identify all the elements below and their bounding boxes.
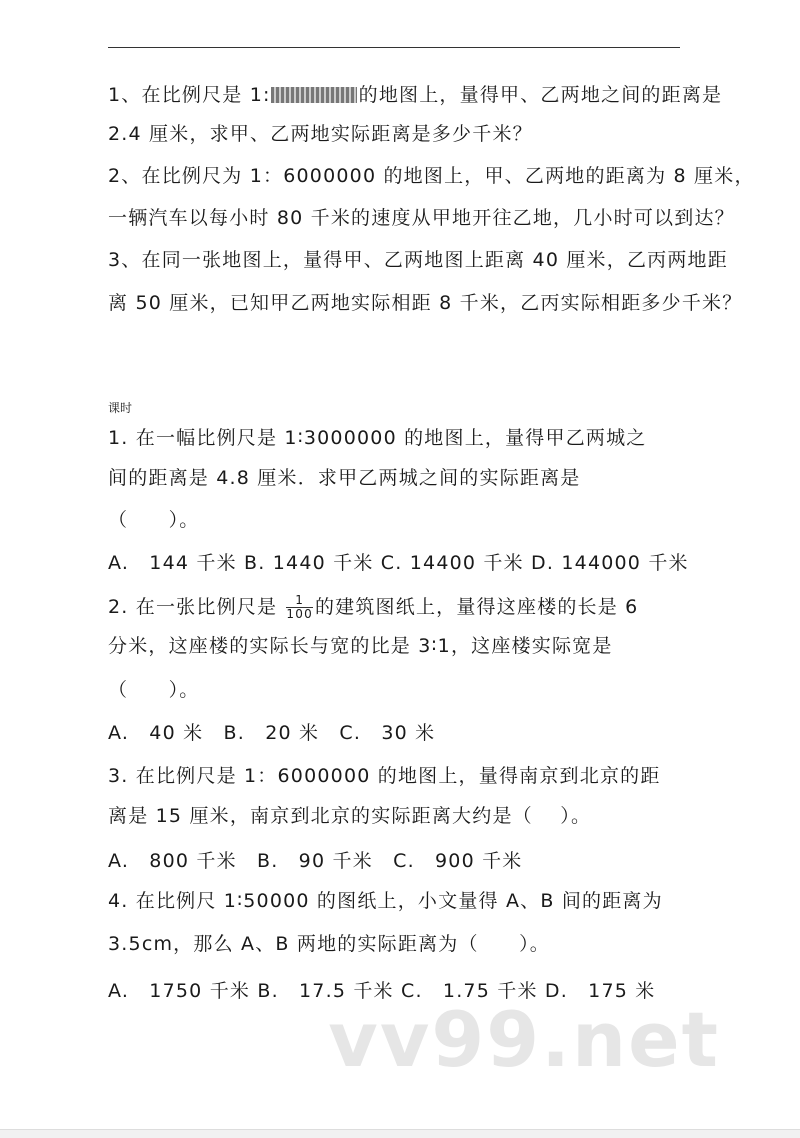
- section-heading: 课时: [108, 401, 133, 415]
- question-1-line-2: 间的距离是 4.8 厘米．求甲乙两城之间的实际距离是: [108, 467, 581, 489]
- question-2-line-2: 分米，这座楼的实际长与宽的比是 3∶1，这座楼实际宽是: [108, 635, 613, 657]
- question-1-options: A. 144 千米 B. 1440 千米 C. 14400 千米 D. 144000 千米: [108, 552, 689, 574]
- text: 2. 在一张比例尺是: [108, 596, 285, 618]
- question-4-options: A. 1750 千米 B. 17.5 千米 C. 1.75 千米 D. 175 米: [108, 980, 656, 1002]
- question-4-line-1: 4. 在比例尺 1∶50000 的图纸上，小文量得 A、B 间的距离为: [108, 890, 663, 912]
- problem-1-line-1: [108, 83, 722, 107]
- denominator: 100: [286, 607, 313, 621]
- question-3-line-1: 3. 在比例尺是 1：6000000 的地图上，量得南京到北京的距: [108, 765, 661, 787]
- question-1-line-1: 1. 在一幅比例尺是 1∶3000000 的地图上，量得甲乙两城之: [108, 427, 647, 449]
- scale-prefix: 1:: [249, 84, 271, 106]
- question-2-options: A. 40 米 B. 20 米 C. 30 米: [108, 722, 436, 744]
- question-3-options: A. 800 千米 B. 90 千米 C. 900 千米: [108, 850, 523, 872]
- problem-3-line-1: 3、在同一张地图上，量得甲、乙两地图上距离 40 厘米，乙丙两地距: [108, 249, 728, 271]
- watermark: vv99.net: [328, 995, 720, 1084]
- text: 的建筑图纸上，量得这座楼的长是 6: [314, 596, 639, 618]
- fraction: [286, 594, 313, 621]
- obscured-scale-value: [271, 87, 357, 103]
- numerator: 1: [295, 593, 305, 607]
- problem-2-line-2: 一辆汽车以每小时 80 千米的速度从甲地开往乙地，几小时可以到达？: [108, 207, 735, 229]
- problem-1-line-2: 2.4 厘米，求甲、乙两地实际距离是多少千米？: [108, 123, 533, 145]
- question-2-blank: （ ）。: [108, 679, 200, 701]
- question-1-blank: （ ）。: [108, 509, 200, 531]
- text: 1、在比例尺是: [108, 84, 250, 106]
- question-4-line-2: 3.5cm，那么 A、B 两地的实际距离为（ ）。: [108, 933, 550, 955]
- header-rule: [108, 47, 680, 48]
- question-3-line-2: 离是 15 厘米，南京到北京的实际距离大约是（ ）。: [108, 805, 592, 827]
- problem-3-line-2: 离 50 厘米，已知甲乙两地实际相距 8 千米，乙丙实际相距多少千米？: [108, 292, 743, 314]
- problem-2-line-1: 2、在比例尺为 1：6000000 的地图上，甲、乙两地的距离为 8 厘米，: [108, 165, 755, 187]
- text: 的地图上，量得甲、乙两地之间的距离是: [358, 84, 723, 106]
- question-2-line-1: [108, 594, 638, 621]
